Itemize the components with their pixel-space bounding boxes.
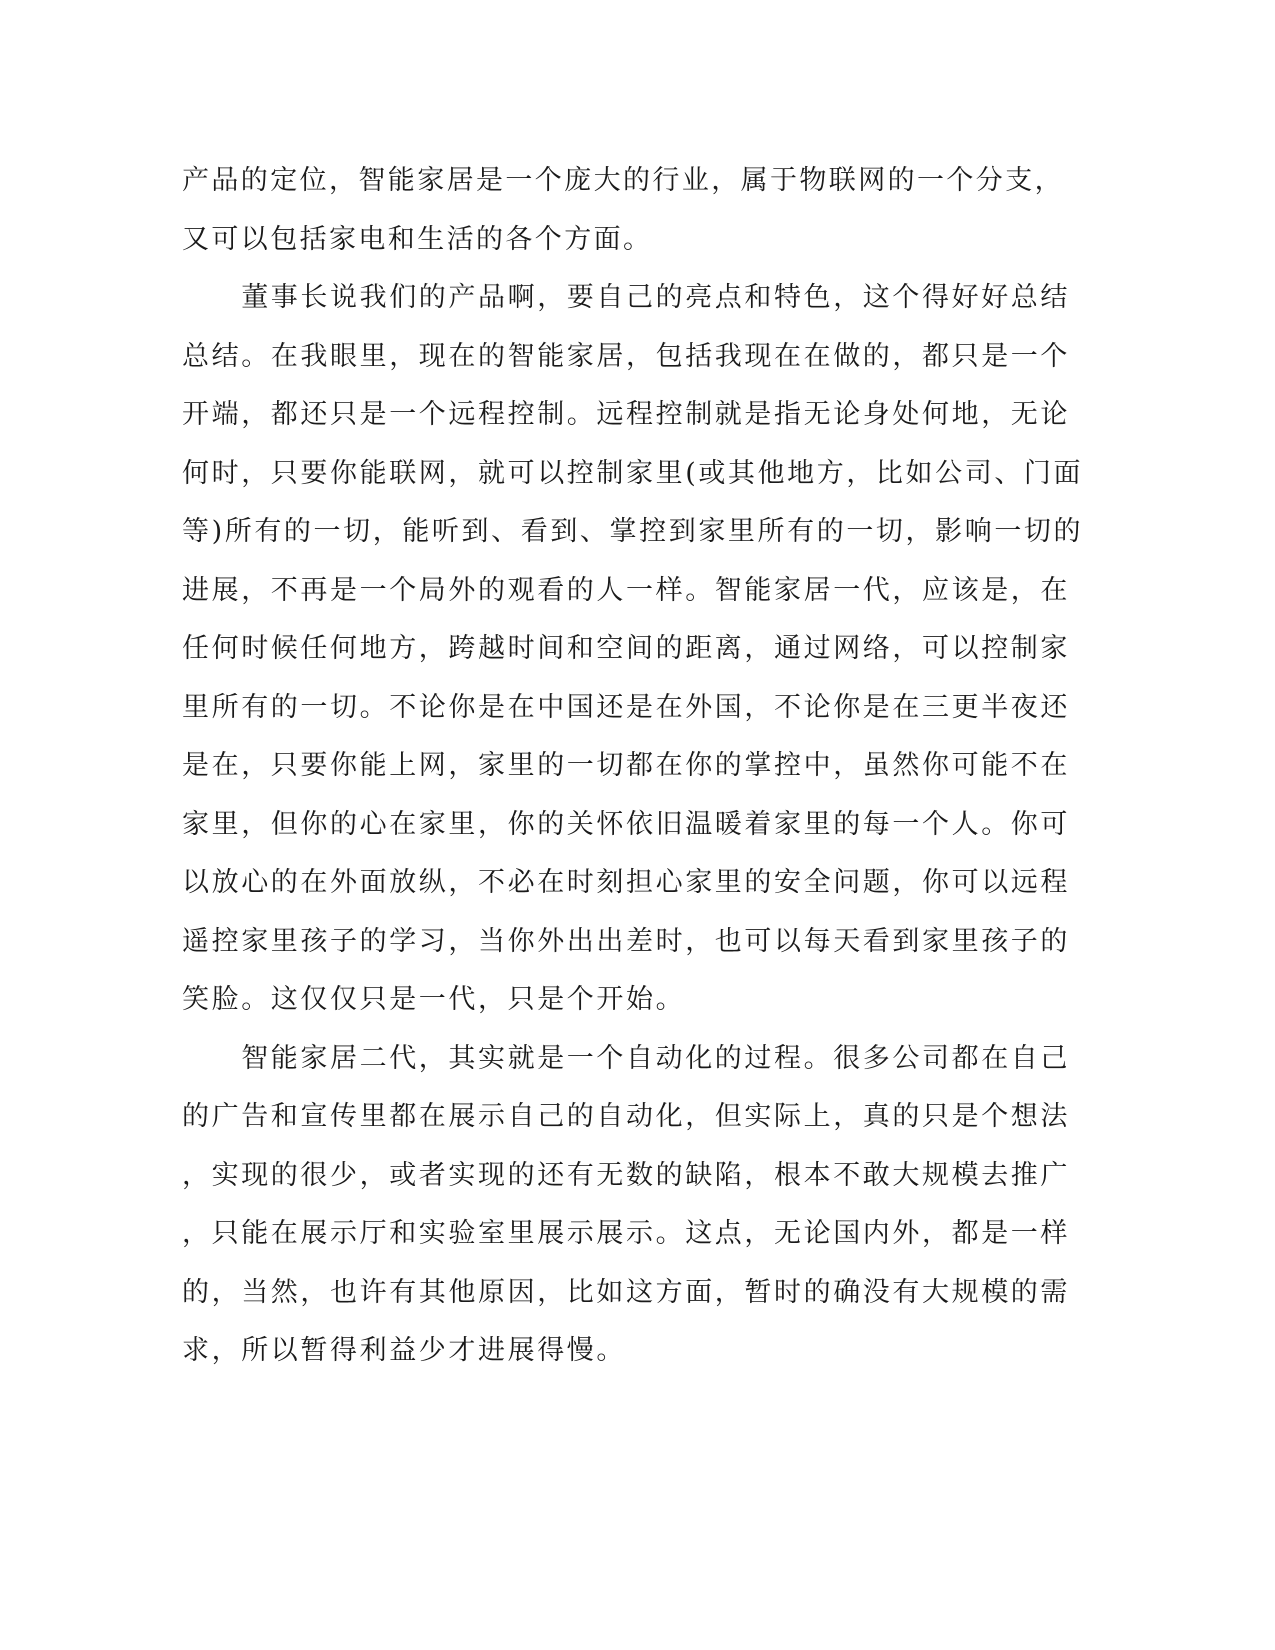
text-line: 笑脸。这仅仅只是一代，只是个开始。 bbox=[182, 984, 686, 1015]
paragraph bbox=[182, 1038, 1070, 1389]
text-line: 的，当然，也许有其他原因，比如这方面，暂时的确没有大规模的需 bbox=[182, 1276, 1070, 1308]
text-line: 产品的定位，智能家居是一个庞大的行业，属于物联网的一个分支， bbox=[182, 165, 1064, 196]
text-line: 智能家居二代，其实就是一个自动化的过程。很多公司都在自己 bbox=[182, 1042, 1070, 1074]
document-body bbox=[182, 160, 1084, 1389]
text-line: 求，所以暂得利益少才进展得慢。 bbox=[182, 1335, 626, 1366]
text-line: 进展，不再是一个局外的观看的人一样。智能家居一代，应该是，在 bbox=[182, 574, 1070, 606]
text-line: 的广告和宣传里都在展示自己的自动化，但实际上，真的只是个想法 bbox=[182, 1101, 1070, 1132]
text-line: ，实现的很少，或者实现的还有无数的缺陷，根本不敢大规模去推广 bbox=[182, 1159, 1070, 1191]
text-line: 何时，只要你能联网，就可以控制家里(或其他地方，比如公司、门面 bbox=[182, 457, 1084, 489]
text-line: ，只能在展示厅和实验室里展示展示。这点，无论国内外，都是一样 bbox=[182, 1218, 1070, 1249]
text-line: 家里，但你的心在家里，你的关怀依旧温暖着家里的每一个人。你可 bbox=[182, 808, 1070, 840]
text-line: 开端，都还只是一个远程控制。远程控制就是指无论身处何地，无论 bbox=[182, 399, 1070, 430]
text-line: 任何时候任何地方，跨越时间和空间的距离，通过网络，可以控制家 bbox=[182, 633, 1070, 664]
text-line: 等)所有的一切，能听到、看到、掌控到家里所有的一切，影响一切的 bbox=[182, 516, 1084, 547]
paragraph bbox=[182, 160, 1062, 277]
text-line: 董事长说我们的产品啊，要自己的亮点和特色，这个得好好总结 bbox=[182, 282, 1070, 313]
text-line: 以放心的在外面放纵，不必在时刻担心家里的安全问题，你可以远程 bbox=[182, 867, 1070, 898]
paragraph bbox=[182, 277, 1084, 1038]
text-line: 里所有的一切。不论你是在中国还是在外国，不论你是在三更半夜还 bbox=[182, 691, 1070, 723]
text-line: 总结。在我眼里，现在的智能家居，包括我现在在做的，都只是一个 bbox=[182, 340, 1070, 372]
text-line: 是在，只要你能上网，家里的一切都在你的掌控中，虽然你可能不在 bbox=[182, 750, 1070, 781]
text-line: 遥控家里孩子的学习，当你外出出差时，也可以每天看到家里孩子的 bbox=[182, 925, 1070, 957]
text-line: 又可以包括家电和生活的各个方面。 bbox=[182, 223, 653, 255]
